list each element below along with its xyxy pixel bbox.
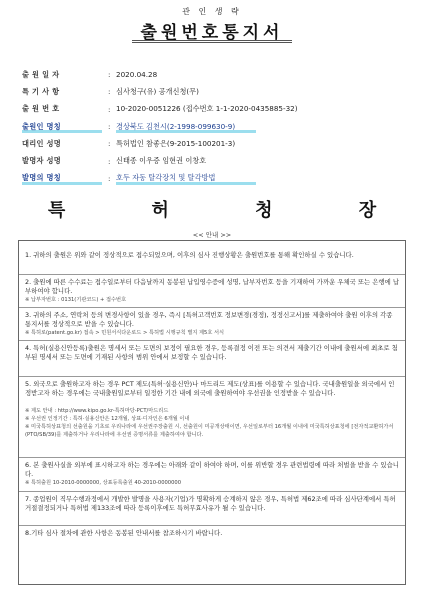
field-value: 특허법인 참좋은(9-2015-100201-3) xyxy=(116,138,236,148)
field-invention-title: 발명의 명칭 : 호두 자동 탈각장치 및 탈각방법 xyxy=(22,170,414,187)
field-filing-date: 출 원 일 자 : 2020.04.28 xyxy=(22,69,158,80)
divider xyxy=(19,376,405,377)
title-underline xyxy=(132,40,292,41)
guide-note: 4. 특허(실용신안등록)출원은 명세서 또는 도면의 보정이 필요한 경우, 등록결정 이전 또는 의견서 제출기간 이내에 출원서에 최초로 첨부된 명세서 또는 도면에 기재된 사항의 범위 안에서 보정할 수 있습니다. xyxy=(25,344,398,362)
field-label: 출 원 번 호 xyxy=(22,104,60,114)
field-applicant-name: 출원인 명칭 : 경상북도 김천시(2-1998-099630-9) xyxy=(22,118,414,135)
divider xyxy=(19,340,405,341)
guide-heading: << 안내 >> xyxy=(192,231,232,239)
guide-note: 8.기타 심사 절차에 관한 사항은 동봉된 안내서를 참조하시기 바랍니다. xyxy=(25,529,223,537)
divider xyxy=(19,307,405,308)
field-application-number: 출 원 번 호 : 10-2020-0051226 (접수번호 1-1-2020-0435885-32) xyxy=(22,104,298,114)
guide-note: 5. 외국으로 출원하고자 하는 경우 PCT 제도(특허·실용신안)나 마드리드 제도(상표)를 이용할 수 있습니다. 국내출원일을 외국에서 인정받고자 하는 경우에는 국내출원일로부터 일정한 기간 내에 외국에 출원하여야 우선권을 인정받을 수 있습니다. xyxy=(25,380,395,398)
application-info xyxy=(22,66,414,187)
page-title: 출원번호통지서 xyxy=(140,23,284,43)
guide-note: 2. 출원에 따른 수수료는 접수일로부터 다음날까지 동봉된 납입영수증에 성명, 납부자번호 등을 기재하여 가까운 우체국 또는 은행에 납부하여야 합니다. xyxy=(25,278,399,296)
divider xyxy=(19,457,405,458)
guide-subnote: ※ 제도 안내 : http://www.kipo.go.kr-특허마당-PCT/마드리드 xyxy=(25,408,169,414)
field-special-notes: 특 기 사 항 : 심사청구(유) 공개신청(무) xyxy=(22,86,199,97)
guide-note: 6. 본 출원사실을 외부에 표시하고자 하는 경우에는 아래와 같이 하여야 하며, 이를 위반할 경우 관련법령에 따라 처벌을 받을 수 있습니다. xyxy=(25,461,399,479)
guide-subnote: ※ 납부자번호 : 0131(기관코드) + 접수번호 xyxy=(25,297,127,303)
field-value: 2020.04.28 xyxy=(116,70,158,80)
guide-box xyxy=(18,240,406,585)
field-label: 출원인 명칭 xyxy=(22,121,62,131)
divider xyxy=(19,274,405,275)
guide-subnote: ※ 특허로(patent.go.kr) 접속 > 민원서식다운로드 > 특허법 시행규칙 별지 제5호 서식 xyxy=(25,330,224,336)
guide-note: 7. 종업원이 직무수행과정에서 개발한 발명을 사용자(기업)가 명확하게 승계하지 않은 경우, 특허법 제62조에 따라 심사단계에서 특허거절결정되거나 특허법 제133조에 따라 등록이후에도 특허무효사유가 될 수 있습니다. xyxy=(25,495,396,513)
agency-stamp-text: 관 인 생 략 xyxy=(182,7,242,16)
guide-subnote: ※ 특허출원 10-2010-0000000, 상표등록출원 40-2010-0000000 xyxy=(25,480,182,486)
field-value: 호두 자동 탈각장치 및 탈각방법 xyxy=(116,173,216,183)
field-value: 경상북도 김천시(2-1998-099630-9) xyxy=(116,121,236,131)
guide-subnote: ※ 미국특허상표청의 선출원을 기초로 우리나라에 우선권주장출원 시, 선출원이 미공개상태이면, 우선일로부터 16개월 이내에 미국특허상표청에 [전자적교환허가서(PTO/SB/39)를 제출하거나 우리나라에 우선권 증명서류를 제출하여야 합니다. xyxy=(25,424,394,438)
field-label: 특 기 사 항 xyxy=(22,86,60,96)
field-label: 발명의 명칭 xyxy=(22,173,62,183)
field-label: 대리인 성명 xyxy=(22,138,62,148)
guide-note: 3. 귀하의 주소, 연락처 등의 변경사항이 있을 경우, 즉시 [특허고객번호 정보변경(경정), 정정신고서]를 제출하여야 출원 이후의 각종 통지서를 정상적으로 받을 수 있습니다. xyxy=(25,311,393,329)
field-label: 출 원 일 자 xyxy=(22,69,60,79)
field-value: 10-2020-0051226 (접수번호 1-1-2020-0435885-32) xyxy=(116,104,298,114)
field-agent-name: 대리인 성명 : 특허법인 참좋은(9-2015-100201-3) xyxy=(22,138,236,149)
field-inventors: 발명자 성명 : 신태종 이우증 임현권 이창호 xyxy=(22,156,207,166)
title-underline-double xyxy=(132,42,292,43)
field-label: 발명자 성명 xyxy=(22,156,62,166)
divider xyxy=(19,491,405,492)
field-value: 심사청구(유) 공개신청(무) xyxy=(116,86,199,96)
guide-subnote: ※ 우선권 인정기간 : 특허·실용신안은 12개월, 상표·디자인은 6개월 이내 xyxy=(25,416,190,422)
issuing-office: 특 허 청 장 xyxy=(47,200,417,221)
guide-note: 1. 귀하의 출원은 위와 같이 정상적으로 접수되었으며, 이후의 심사 진행상황은 출원번호를 통해 확인하실 수 있습니다. xyxy=(25,251,354,259)
divider xyxy=(19,525,405,526)
field-value: 신태종 이우증 임현권 이창호 xyxy=(116,156,207,166)
